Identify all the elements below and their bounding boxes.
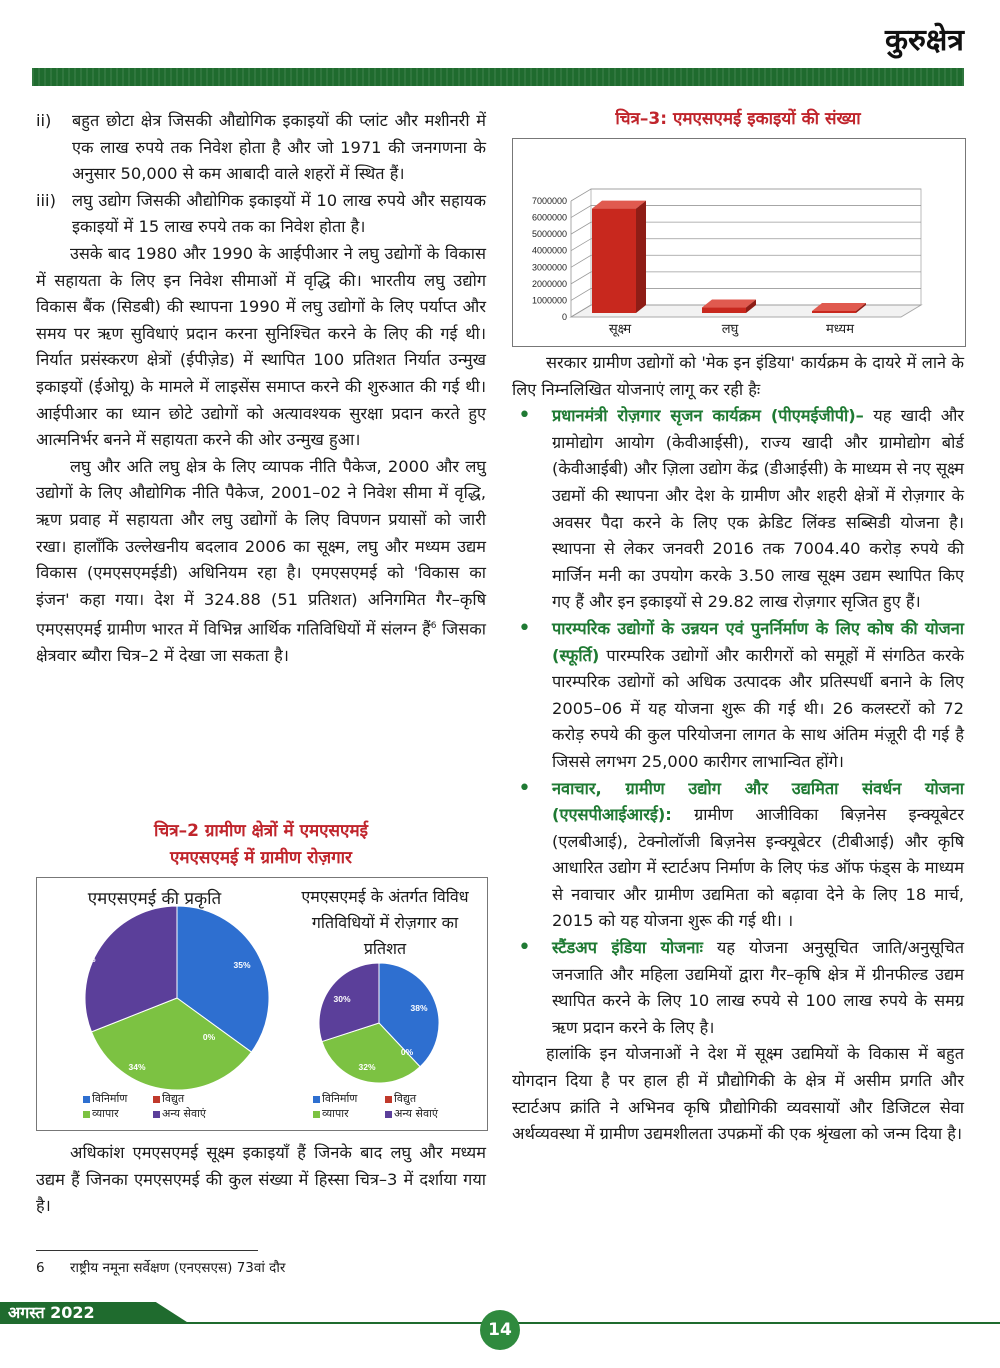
bullet-text: यह योजना अनुसूचित जाति/अनुसूचित जनजाति और महिला उद्यमियों द्वारा गैर–कृषि क्षेत्र में ग्रीनफील्ड उद्यम स्थापित करने के लिए 10 लाख रुपये से 100 लाख रुपये के समग्र ऋण प्रदान करने के लिए है। [552, 938, 964, 1037]
x-tick-label: लघु [721, 322, 739, 337]
pie-data-label: 32% [358, 1062, 376, 1072]
footnote [36, 1258, 285, 1276]
paragraph: लघु और अति लघु क्षेत्र के लिए व्यापक नीति पैकेज, 2000 और लघु उद्योगों के लिए औद्योगिक नीति पैकेज, 2001–02 ने निवेश सीमा में वृद्धि, ऋण प्रवाह में सहायता और लघु उद्योगों के लिए विपणन प्रयासों को जारी रखा। हालाँकि उल्लेखनीय बदलाव 2006 का सूक्ष्म, लघु और मध्यम उद्यम विकास (एमएसएमईडी) अधिनियम रहा है। एमएसएमई को 'विकास का इंजन' कहा गया। देश में 324.88 (51 प्रतिशत) अनिगमित गैर–कृषि एमएसएमई ग्रामीण भारत में विभिन्न आर्थिक गतिविधियों में संलग्न हैं$^6$ जिसका क्षेत्रवार ब्यौरा चित्र–2 में देखा जा सकता है। [36, 456, 486, 666]
fig3-bar-chart [512, 138, 966, 347]
paragraph: अधिकांश एमएसएमई सूक्ष्म इकाइयाँ हैं जिनके बाद लघु और मध्यम उद्यम हैं जिनका एमएसएमई की कुल संख्या में हिस्सा चित्र–3 में दर्शाया गया है। [36, 1143, 486, 1216]
legend-item: अन्य सेवाएं [153, 1107, 206, 1120]
bar-side [636, 201, 646, 313]
bar [702, 308, 746, 313]
magazine-brand: कुरुक्षेत्र [884, 23, 964, 58]
list-number: ii) [36, 111, 52, 130]
right-column-text [512, 350, 964, 1148]
bullet-icon: • [518, 403, 531, 429]
pie-data-label: 35% [233, 960, 251, 970]
list-item [36, 108, 486, 188]
issue-month: अगस्त 2022 [8, 1303, 95, 1322]
pie-data-label: 0% [202, 1032, 216, 1042]
bullet-heading: प्रधानमंत्री रोज़गार सृजन कार्यक्रम (पीएमईजीपी)– [552, 406, 864, 426]
paragraph: उसके बाद 1980 और 1990 के आईपीआर ने लघु उद्योगों के विकास में सहायता के लिए इन निवेश सीमाओं में वृद्धि की। भारतीय लघु उद्योग विकास बैंक (सिडबी) की स्थापना 1990 में लघु उद्योगों के लिए पर्याप्त और समय पर ऋण सुविधाएं प्रदान करना सुनिश्चित करने के लिए की गई थी। निर्यात प्रसंस्करण क्षेत्रों (ईपीज़ेड) में स्थापित 100 प्रतिशत निर्यात उन्मुख इकाइयों (ईओयू) के मामले में लाइसेंस समाप्त करने की शुरुआत की गई थी। आईपीआर का ध्यान छोटे उद्योगों को अत्यावश्यक सुरक्षा प्रदान करते हुए आत्मनिर्भर बनने में सहायता करने की ओर उन्मुख हुआ। [36, 243, 486, 450]
legend-swatch [153, 1096, 160, 1103]
paragraph: सरकार ग्रामीण उद्योगों को 'मेक इन इंडिया' कार्यक्रम के दायरे में लाने के लिए निम्नलिखित योजनाएं लागू कर रही हैः [512, 353, 964, 399]
fig2-pie-charts [36, 877, 488, 1131]
pie-data-label: 31% [78, 954, 96, 964]
bullet-item [512, 403, 964, 616]
footnote-ref: 6 [430, 621, 437, 632]
bullet-icon: • [518, 775, 531, 801]
y-tick-label: 7000000 [531, 196, 567, 206]
bullet-item [512, 616, 964, 776]
y-tick-label: 3000000 [531, 262, 567, 273]
fig3-caption: चित्र–3: एमएसएमई इकाइयों की संख्या [615, 109, 861, 129]
legend-item: विनिर्माण [313, 1091, 385, 1106]
pie2-title: एमएसएमई के अंतर्गत विविध गतिविधियों में रोज़गार का प्रतिशत [301, 887, 469, 958]
pie-data-label: 34% [128, 1062, 146, 1072]
footnote-text: राष्ट्रीय नमूना सर्वेक्षण (एनएसएस) 73वां दौर [70, 1260, 286, 1276]
y-tick-label: 0 [561, 312, 567, 322]
bar [812, 311, 856, 313]
legend-swatch [83, 1111, 90, 1118]
pie-data-label: 0% [400, 1047, 414, 1057]
legend-item: विद्युत [153, 1092, 184, 1105]
pie-data-label: 30% [333, 994, 351, 1004]
footnote-rule [36, 1250, 258, 1251]
page-number: 14 [480, 1310, 520, 1350]
bullet-text: पारम्परिक उद्योगों और कारीगरों को समूहों में संगठित करके पारम्परिक उद्योगों को अधिक उत्पादक और प्रतिस्पर्धी बनाने के लिए 2005–06 में यह योजना शुरू की गई थी। 26 कलस्टरों को 72 करोड़ रुपये की कुल परियोजना लागत के साथ अंतिम मंज़ूरी दी गई है जिससे लगभग 25,000 कारीगर लाभान्वित होंगे। [552, 645, 964, 771]
list-text: लघु उद्योग जिसकी औद्योगिक इकाइयों में 10 लाख रुपये और सहायक इकाइयों में 15 लाख रुपये तक का निवेश होता है। [72, 190, 486, 237]
y-tick-label: 5000000 [531, 229, 567, 240]
bullet-heading: पारम्परिक उद्योगों के उन्नयन एवं पुनर्निर्माण के लिए कोष की योजना (स्फूर्ति) [552, 618, 964, 665]
bullet-icon: • [518, 935, 531, 961]
bar-chart-svg [513, 139, 965, 346]
fig2-caption [36, 818, 486, 872]
bullet-item [512, 776, 964, 936]
pie1-legend [83, 1091, 263, 1121]
list-text: बहुत छोटा क्षेत्र जिसकी औद्योगिक इकाइयों की प्लांट और मशीनरी में एक लाख रुपये तक निवेश होता है और जो 1971 की जनगणना के अनुसार 50,000 से कम आबादी वाले शहरों में स्थित हैं। [72, 111, 486, 184]
legend-swatch [385, 1111, 392, 1118]
bullet-heading: स्टैंडअप इंडिया योजनाः [552, 938, 703, 958]
legend-swatch [313, 1096, 320, 1103]
legend-item: व्यापार [313, 1106, 385, 1121]
bullet-text: ग्रामीण आजीविका बिज़नेस इन्क्यूबेटर (एलबीआई), टेक्नोलॉजी बिज़नेस इन्क्यूबेटर (टीबीआई) और कृषि आधारित उद्योग में स्टार्टअप निर्माण के लिए फंड ऑफ फंड्स के माध्यम से नवाचार और ग्रामीण उद्यमिता को बढ़ावा देने के लिए 18 मार्च, 2015 को यह योजना शुरू की गई थी। । [552, 805, 964, 931]
pie2-legend [313, 1091, 483, 1121]
y-tick-label: 2000000 [531, 278, 567, 289]
bullet-heading: नवाचार, ग्रामीण उद्योग और उद्यमिता संवर्धन योजना (एएसपीआईआरई): [552, 778, 964, 825]
x-tick-label: सूक्ष्म [608, 322, 632, 337]
legend-item: विनिर्माण [83, 1091, 153, 1106]
pie-data-label: 38% [410, 1003, 428, 1013]
legend-swatch [83, 1096, 90, 1103]
y-tick-label: 6000000 [531, 212, 567, 223]
pie1-title: एमएसएमई की प्रकृति [87, 889, 222, 909]
left-column-text [36, 108, 486, 670]
footnote-number: 6 [36, 1260, 45, 1276]
list-number: iii) [36, 190, 56, 210]
legend-swatch [153, 1111, 160, 1118]
legend-item: व्यापार [83, 1106, 153, 1121]
legend-item: विद्युत [385, 1092, 416, 1105]
bullet-text: यह खादी और ग्रामोद्योग आयोग (केवीआईसी), राज्य खादी और ग्रामोद्योग बोर्ड (केवीआईबी) और ज़िला उद्योग केंद्र (डीआईसी) के माध्यम से नए सूक्ष्म उद्यमों की स्थापना और देश के ग्रामीण और शहरी क्षेत्रों में रोज़गार के अवसर पैदा करने के लिए एक क्रेडिट लिंक्ड सब्सिडी योजना है। स्थापना से लेकर जनवरी 2016 तक 7004.40 करोड़ रुपये की मार्जिन मनी का उपयोग करके 3.50 लाख सूक्ष्म उद्यम स्थापित किए गए हैं और इन इकाइयों से 29.82 लाख रोज़गार सृजित हुए हैं। [552, 406, 965, 612]
x-tick-label: मध्यम [826, 322, 854, 337]
fig2-caption-line1: चित्र–2 ग्रामीण क्षेत्रों में एमएसएमई [154, 821, 368, 841]
paragraph: हालांकि इन योजनाओं ने देश में सूक्ष्म उद्यमियों के विकास में बहुत योगदान दिया है पर हाल ही में प्रौद्योगिकी के क्षेत्र में असीम प्रगति और स्टार्टअप क्रांति ने अभिनव कृषि प्रौद्योगिकी व्यवसायों और डिजिटल सेवा अर्थव्यवस्था में ग्रामीण उद्यमशीलता उपक्रमों की एक श्रृंखला को जन्म दिया है। [512, 1044, 964, 1144]
header-bar [32, 68, 964, 86]
legend-swatch [313, 1111, 320, 1118]
left-bottom-text [36, 1140, 486, 1220]
fig2-caption-line2: एमएसएमई में ग्रामीण रोज़गार [169, 848, 353, 868]
bullet-item [512, 935, 964, 1041]
list-item [36, 188, 486, 241]
y-tick-label: 4000000 [531, 245, 567, 256]
bar [592, 209, 636, 313]
bullet-icon: • [518, 615, 531, 641]
legend-swatch [385, 1096, 392, 1103]
legend-item: अन्य सेवाएं [385, 1107, 438, 1120]
y-tick-label: 1000000 [531, 295, 567, 306]
